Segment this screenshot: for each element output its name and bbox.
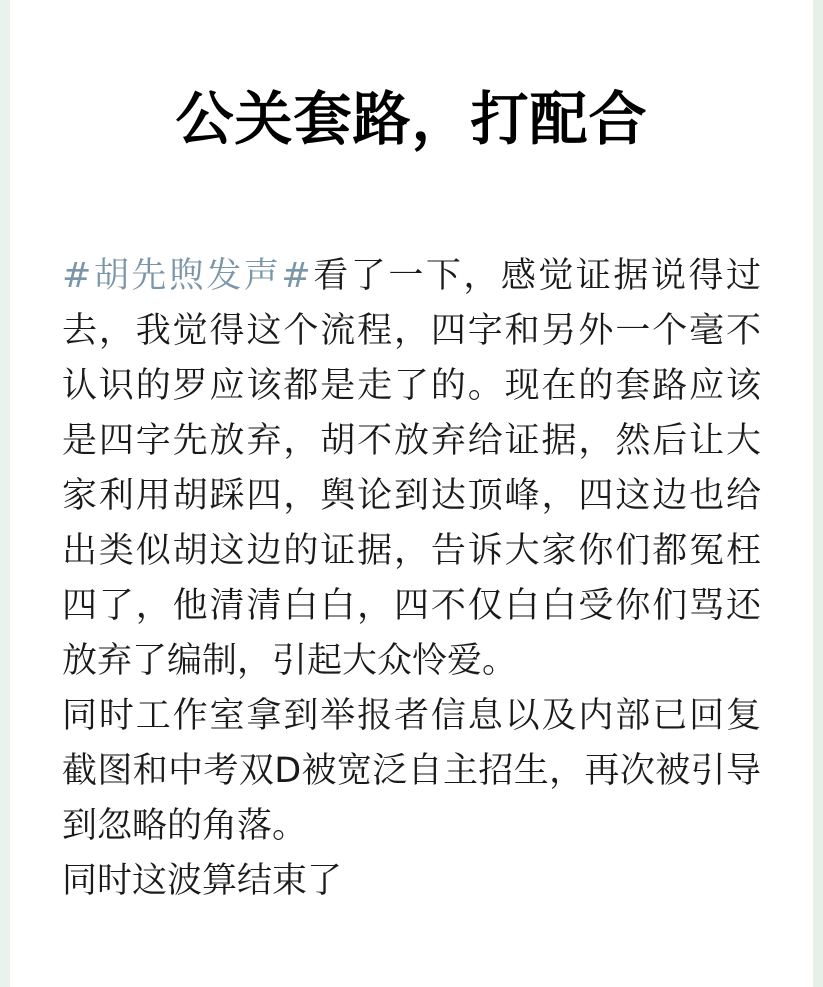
paragraph-2-text: 同时工作室拿到举报者信息以及内部已回复截图和中考双D被宽泛自主招生，再次被引导到忽略的角落。: [62, 695, 761, 846]
paragraph-3-text: 同时这波算结束了: [62, 860, 343, 901]
paragraph-3: [62, 854, 761, 909]
page-title: 公关套路，打配合: [175, 85, 648, 153]
document-body: [62, 249, 761, 909]
paragraph-1-text: 看了一下，感觉证据说得过去，我觉得这个流程，四字和另外一个毫不认识的罗应该都是走了的。现在的套路应该是四字先放弃，胡不放弃给证据，然后让大家利用胡踩四，舆论到达顶峰，四这边也给出类似胡这边的证据，告诉大家你们都冤枉四了，他清清白白，四不仅白白受你们骂还放弃了编制，引起大众怜爱。: [62, 255, 761, 681]
paragraph-2: [62, 689, 761, 854]
hashtag-link[interactable]: #胡先煦发声#: [62, 255, 311, 296]
paragraph-1: [62, 249, 761, 689]
